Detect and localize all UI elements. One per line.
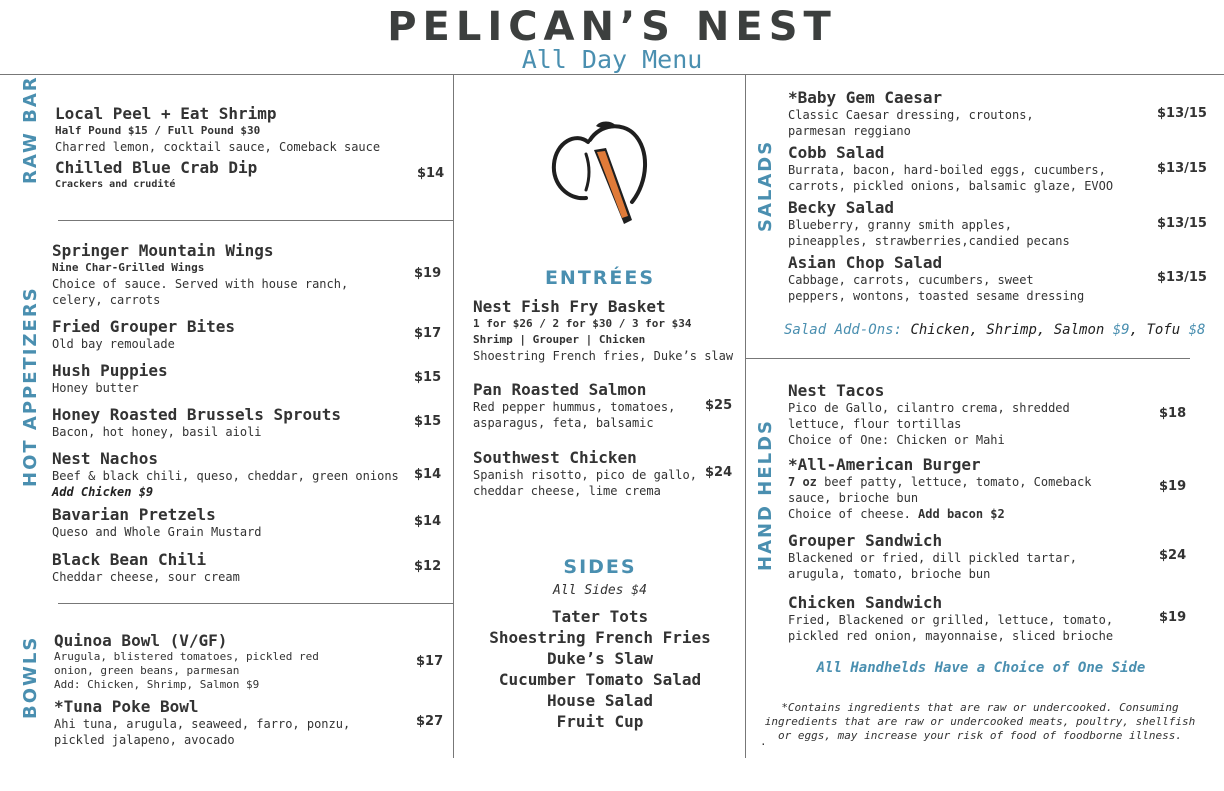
item-name: Black Bean Chili bbox=[52, 550, 207, 569]
list-item: House Salad bbox=[547, 691, 653, 710]
item-name: Quinoa Bowl (V/GF) bbox=[54, 631, 228, 650]
menu-item bbox=[473, 448, 699, 499]
item-name: Nest Nachos bbox=[52, 449, 158, 468]
item-options: Shrimp | Grouper | Chicken bbox=[473, 333, 646, 346]
item-description-bold: 7 oz bbox=[788, 475, 817, 489]
section-label-bowls: BOWLS bbox=[20, 635, 41, 719]
item-price: $17 bbox=[414, 326, 442, 341]
item-price: $27 bbox=[416, 714, 444, 729]
salad-addons-label: Salad Add-Ons: bbox=[784, 322, 903, 338]
item-name: Bavarian Pretzels bbox=[52, 505, 216, 524]
salad-addons-price: $8 bbox=[1188, 322, 1206, 338]
menu-item bbox=[55, 104, 380, 155]
item-price: $19 bbox=[1159, 610, 1187, 625]
item-price: $25 bbox=[705, 398, 733, 413]
item-description: Beef & black chili, queso, cheddar, green onions bbox=[52, 469, 399, 483]
item-description: Burrata, bacon, hard-boiled eggs, cucumbers, carrots, pickled onions, balsamic glaze, EVOO bbox=[788, 163, 1114, 193]
menu-item bbox=[55, 158, 257, 193]
item-name: Hush Puppies bbox=[52, 361, 168, 380]
item-description-text: beef patty, lettuce, tomato, Comeback sauce, brioche bun bbox=[788, 475, 1092, 505]
salad-addons-text: , Tofu bbox=[1129, 322, 1189, 338]
handhelds-side-note: All Handhelds Have a Choice of One Side bbox=[816, 660, 1146, 676]
item-name: *Tuna Poke Bowl bbox=[54, 697, 199, 716]
item-name: Chicken Sandwich bbox=[788, 593, 943, 612]
item-name: Grouper Sandwich bbox=[788, 531, 943, 550]
item-description: Cheddar cheese, sour cream bbox=[52, 570, 240, 584]
item-name: Chilled Blue Crab Dip bbox=[55, 158, 258, 177]
item-subtitle: 1 for $26 / 2 for $30 / 3 for $34 bbox=[473, 317, 692, 330]
menu-item bbox=[52, 505, 262, 540]
item-price: $14 bbox=[417, 166, 445, 181]
item-description bbox=[788, 474, 1133, 506]
item-name: Nest Fish Fry Basket bbox=[473, 297, 666, 316]
section-label-hand-helds: HAND HELDS bbox=[755, 418, 776, 571]
pelican-logo bbox=[550, 120, 650, 230]
menu-item bbox=[788, 455, 1148, 522]
menu-item bbox=[52, 241, 392, 308]
menu-item bbox=[54, 631, 354, 692]
header-divider bbox=[0, 74, 1224, 75]
section-label-salads: SALADS bbox=[755, 139, 776, 232]
restaurant-title: PELICAN’S NEST bbox=[387, 4, 837, 50]
item-name: Local Peel + Eat Shrimp bbox=[55, 104, 277, 123]
item-subtitle: Crackers and crudité bbox=[55, 179, 176, 190]
item-price: $19 bbox=[1159, 479, 1187, 494]
menu-item bbox=[788, 253, 1148, 304]
item-choice-text: Choice of cheese. bbox=[788, 507, 919, 521]
menu-item bbox=[52, 550, 240, 585]
menu-item bbox=[788, 143, 1148, 194]
list-item: Fruit Cup bbox=[556, 712, 644, 731]
item-description: Red pepper hummus, tomatoes, asparagus, feta, balsamic bbox=[473, 400, 676, 430]
item-price: $13/15 bbox=[1157, 216, 1207, 231]
menu-subtitle: All Day Menu bbox=[521, 45, 703, 74]
item-description: Classic Caesar dressing, croutons, parmesan reggiano bbox=[788, 108, 1034, 138]
menu-item bbox=[788, 381, 1148, 448]
section-label-hot-appetizers: HOT APPETIZERS bbox=[20, 286, 41, 487]
item-name: Becky Salad bbox=[788, 198, 894, 217]
item-price: $24 bbox=[1159, 548, 1187, 563]
menu-item bbox=[473, 380, 683, 431]
item-description: Choice of sauce. Served with house ranch, celery, carrots bbox=[52, 277, 349, 307]
item-price: $24 bbox=[705, 465, 733, 480]
item-name: Honey Roasted Brussels Sprouts bbox=[52, 405, 341, 424]
item-description: Queso and Whole Grain Mustard bbox=[52, 525, 262, 539]
item-price: $13/15 bbox=[1157, 161, 1207, 176]
list-item: Duke’s Slaw bbox=[547, 649, 653, 668]
sides-list bbox=[454, 606, 746, 732]
item-choice bbox=[788, 506, 1148, 522]
item-addon: Add: Chicken, Shrimp, Salmon $9 bbox=[54, 678, 260, 691]
item-name: Fried Grouper Bites bbox=[52, 317, 236, 336]
item-description: Ahi tuna, arugula, seaweed, farro, ponzu, pickled jalapeno, avocado bbox=[54, 717, 351, 747]
salads-divider bbox=[745, 358, 1190, 359]
item-name: Nest Tacos bbox=[788, 381, 885, 400]
section-heading-entrees: ENTRÉES bbox=[544, 267, 656, 289]
menu-item bbox=[788, 88, 1148, 139]
item-price: $15 bbox=[414, 414, 442, 429]
item-name: *All-American Burger bbox=[788, 455, 981, 474]
item-description: Blackened or fried, dill pickled tartar, arugula, tomato, brioche bun bbox=[788, 551, 1077, 581]
item-name: Asian Chop Salad bbox=[788, 253, 943, 272]
item-name: *Baby Gem Caesar bbox=[788, 88, 943, 107]
section-heading-sides: SIDES bbox=[563, 556, 637, 578]
menu-item bbox=[52, 405, 341, 440]
item-description: Charred lemon, cocktail sauce, Comeback sauce bbox=[55, 140, 381, 154]
item-description: Honey butter bbox=[52, 381, 139, 395]
item-description: Fried, Blackened or grilled, lettuce, tomato, pickled red onion, mayonnaise, sliced brioche bbox=[788, 613, 1114, 643]
item-description: Cabbage, carrots, cucumbers, sweet peppers, wontons, toasted sesame dressing bbox=[788, 273, 1085, 303]
menu-item bbox=[788, 198, 1148, 249]
raw-bar-divider bbox=[58, 220, 453, 221]
item-choice-bold: Add bacon $2 bbox=[918, 507, 1005, 521]
item-price: $15 bbox=[414, 370, 442, 385]
section-label-raw-bar: RAW BAR bbox=[20, 75, 41, 184]
salad-addons bbox=[784, 322, 1205, 338]
item-choice: Choice of One: Chicken or Mahi bbox=[788, 433, 1005, 447]
item-name: Cobb Salad bbox=[788, 143, 885, 162]
item-price: $13/15 bbox=[1157, 106, 1207, 121]
item-description: Pico de Gallo, cilantro crema, shredded lettuce, flour tortillas bbox=[788, 401, 1070, 431]
item-subtitle: Half Pound $15 / Full Pound $30 bbox=[55, 124, 261, 137]
item-addon: Add Chicken $9 bbox=[52, 485, 154, 499]
item-price: $14 bbox=[414, 514, 442, 529]
menu-item bbox=[473, 297, 733, 364]
item-name: Pan Roasted Salmon bbox=[473, 380, 647, 399]
list-item: Tater Tots bbox=[551, 607, 649, 626]
menu-item bbox=[52, 317, 235, 352]
item-description: Blueberry, granny smith apples, pineapples, strawberries,candied pecans bbox=[788, 218, 1070, 248]
menu-item bbox=[54, 697, 364, 748]
item-price: $19 bbox=[414, 266, 442, 281]
sides-price-note: All Sides $4 bbox=[553, 583, 647, 598]
item-name: Southwest Chicken bbox=[473, 448, 637, 467]
list-item: Cucumber Tomato Salad bbox=[498, 670, 702, 689]
menu-item bbox=[788, 531, 1148, 582]
item-price: $17 bbox=[416, 654, 444, 669]
item-description: Arugula, blistered tomatoes, pickled red onion, green beans, parmesan bbox=[54, 650, 319, 677]
item-price: $14 bbox=[414, 467, 442, 482]
menu-item bbox=[52, 449, 399, 500]
salad-addons-price: $9 bbox=[1112, 322, 1130, 338]
item-description: Bacon, hot honey, basil aioli bbox=[52, 425, 262, 439]
menu-item bbox=[52, 361, 168, 396]
disclaimer-dot: . bbox=[760, 735, 767, 748]
menu-item bbox=[788, 593, 1160, 644]
appetizers-divider bbox=[58, 603, 453, 604]
item-description: Shoestring French fries, Duke’s slaw bbox=[473, 349, 734, 363]
item-price: $18 bbox=[1159, 406, 1187, 421]
item-subtitle: Nine Char-Grilled Wings bbox=[52, 261, 205, 274]
item-price: $13/15 bbox=[1157, 270, 1207, 285]
item-name: Springer Mountain Wings bbox=[52, 241, 274, 260]
item-price: $12 bbox=[414, 559, 442, 574]
list-item: Shoestring French Fries bbox=[489, 628, 711, 647]
item-description: Spanish risotto, pico de gallo, cheddar cheese, lime crema bbox=[473, 468, 697, 498]
item-description: Old bay remoulade bbox=[52, 337, 175, 351]
raw-food-disclaimer: *Contains ingredients that are raw or undercooked. Consuming ingredients that are raw or undercooked meats, poultry, shellfish or eggs, may increase your risk of food of foodborne illness. bbox=[764, 701, 1196, 742]
salad-addons-text: Chicken, Shrimp, Salmon bbox=[902, 322, 1113, 338]
